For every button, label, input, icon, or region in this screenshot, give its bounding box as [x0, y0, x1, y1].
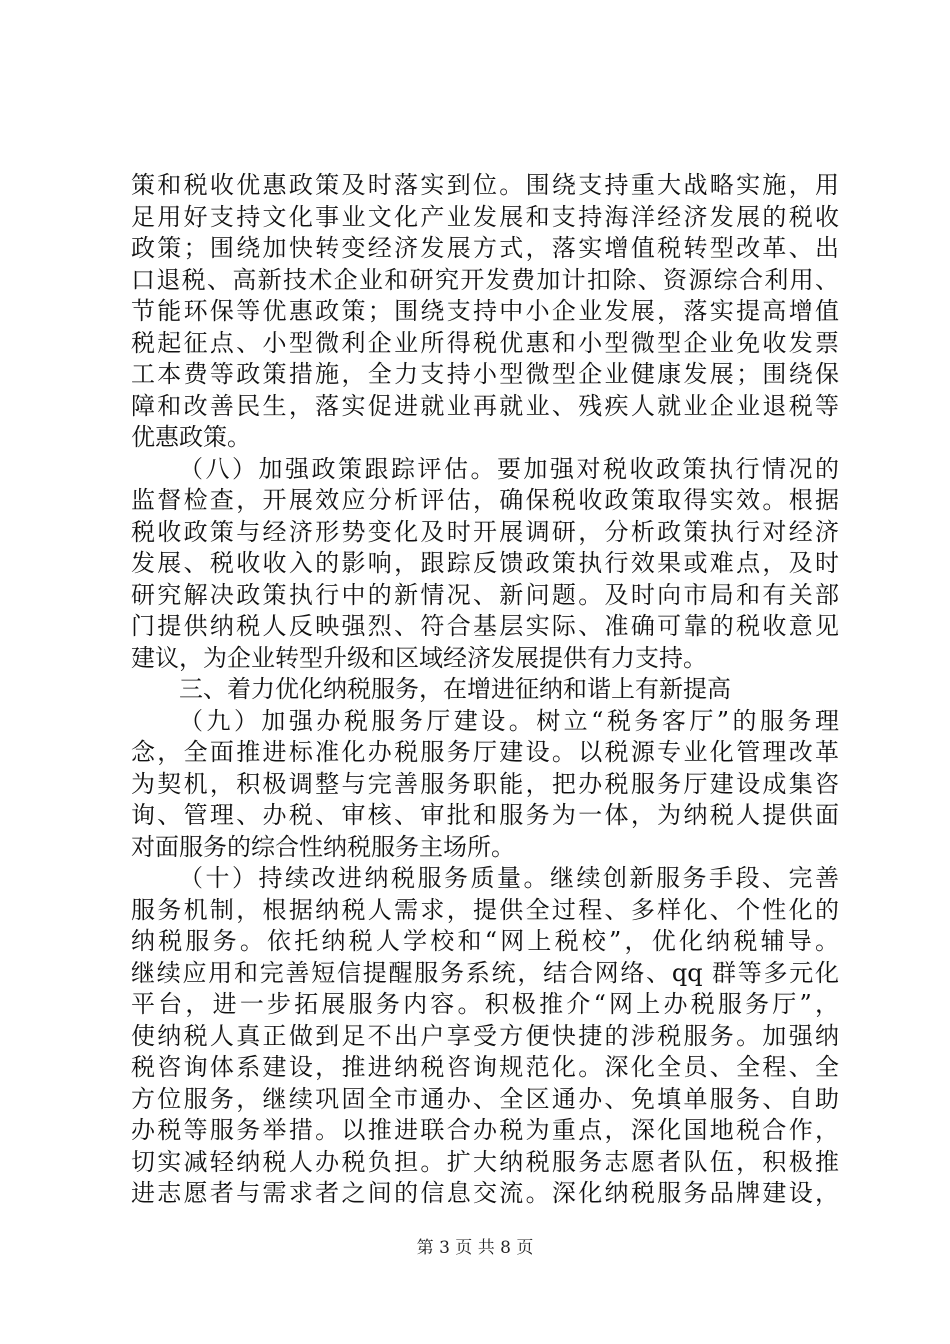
text-line: 切实减轻纳税人办税负担。扩大纳税服务志愿者队伍，积极推 — [131, 1147, 839, 1176]
text-line: 优惠政策。 — [131, 423, 251, 451]
text-line: 询、管理、办税、审核、审批和服务为一体，为纳税人提供面 — [131, 801, 839, 829]
text-line: 障和改善民生，落实促进就业再就业、残疾人就业企业退税等 — [131, 391, 839, 420]
text-line: 使纳税人真正做到足不出户享受方便快捷的涉税服务。加强纳 — [131, 1021, 839, 1050]
text-line: 平台，进一步拓展服务内容。积极推介“网上办税服务厅”， — [131, 990, 839, 1018]
text-line: 为契机，积极调整与完善服务职能，把办税服务厅建设成集咨 — [131, 769, 839, 798]
document-body — [131, 170, 839, 1210]
text-line: 口退税、高新技术企业和研究开发费加计扣除、资源综合利用、 — [131, 265, 839, 294]
text-line: 建议，为企业转型升级和区域经济发展提供有力支持。 — [131, 643, 707, 672]
text-line: 纳税服务。依托纳税人学校和“网上税校”，优化纳税辅导。 — [131, 927, 839, 955]
text-line: 税咨询体系建设，推进纳税咨询规范化。深化全员、全程、全 — [131, 1053, 839, 1081]
text-line: 足用好支持文化事业文化产业发展和支持海洋经济发展的税收 — [131, 202, 839, 231]
text-line: 工本费等政策措施，全力支持小型微型企业健康发展；围绕保 — [131, 360, 839, 388]
text-line: 发展、税收收入的影响，跟踪反馈政策执行效果或难点，及时 — [131, 549, 839, 577]
text-line: 进志愿者与需求者之间的信息交流。深化纳税服务品牌建设， — [131, 1179, 839, 1207]
text-line: 门提供纳税人反映强烈、符合基层实际、准确可靠的税收意见 — [131, 612, 839, 640]
text-line: 策和税收优惠政策及时落实到位。围绕支持重大战略实施，用 — [131, 171, 839, 199]
text-line: 政策；围绕加快转变经济发展方式，落实增值税转型改革、出 — [131, 234, 839, 262]
text-line: 方位服务，继续巩固全市通办、全区通办、免填单服务、自助 — [131, 1084, 839, 1113]
text-line: （十）持续改进纳税服务质量。继续创新服务手段、完善 — [179, 864, 839, 892]
text-line: 监督检查，开展效应分析评估，确保税收政策取得实效。根据 — [131, 486, 839, 514]
text-line: 继续应用和完善短信提醒服务系统，结合网络、qq 群等多元化 — [131, 958, 839, 987]
text-line: 三、着力优化纳税服务，在增进征纳和谐上有新提高 — [179, 675, 731, 703]
text-line: 念，全面推进标准化办税服务厅建设。以税源专业化管理改革 — [131, 738, 839, 766]
text-line: 对面服务的综合性纳税服务主场所。 — [131, 832, 515, 861]
text-line: 研究解决政策执行中的新情况、新问题。及时向市局和有关部 — [131, 580, 839, 609]
text-line: 节能环保等优惠政策；围绕支持中小企业发展，落实提高增值 — [131, 297, 839, 325]
page-footer: 第 3 页 共 8 页 — [416, 1238, 534, 1258]
text-line: 税起征点、小型微利企业所得税优惠和小型微型企业免收发票 — [131, 328, 839, 357]
text-line: （九）加强办税服务厅建设。树立“税务客厅”的服务理 — [179, 706, 839, 735]
text-line: 税收政策与经济形势变化及时开展调研，分析政策执行对经济 — [131, 517, 839, 546]
text-line: 办税等服务举措。以推进联合办税为重点，深化国地税合作， — [131, 1116, 839, 1144]
text-line: 服务机制，根据纳税人需求，提供全过程、多样化、个性化的 — [131, 895, 839, 924]
text-line: （八）加强政策跟踪评估。要加强对税收政策执行情况的 — [179, 454, 839, 483]
